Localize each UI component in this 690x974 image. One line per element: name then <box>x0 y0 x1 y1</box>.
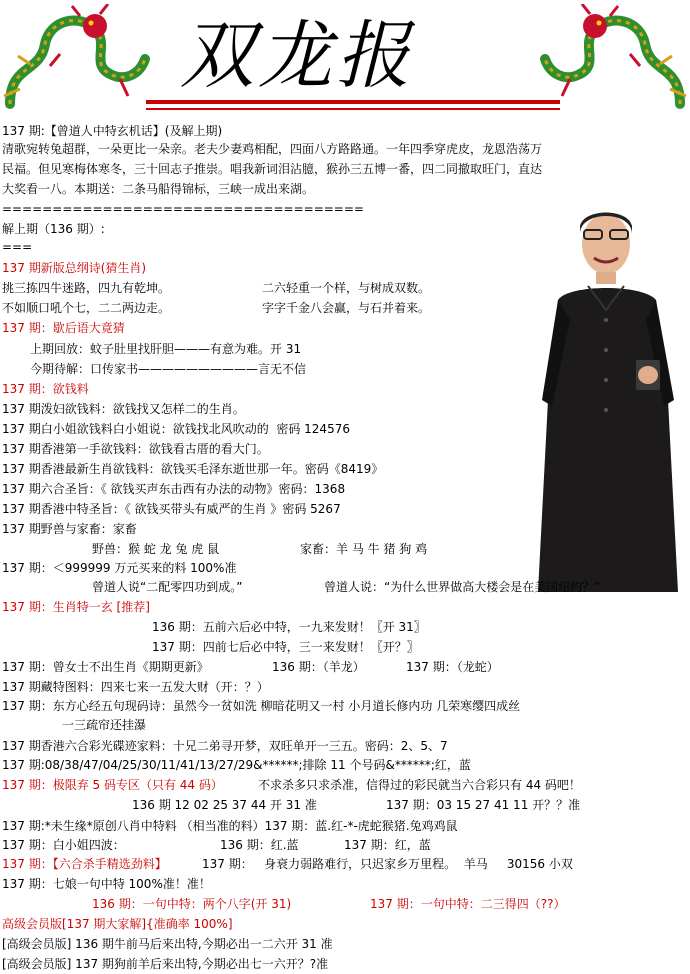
text-line: 137 期香港中特圣旨：《 欲钱买带头有威严的生肖 》密码 5267 <box>2 502 341 516</box>
masthead-title: 双龙报 <box>180 13 414 99</box>
text-line: 136 期：一句中特：两个八字(开 31) <box>92 897 292 911</box>
text-line: 清歌宛转兔超群，一朵更比一朵亲。老夫少妻鸡相配，四面八方路路通。一年四季穿虎皮，龙恩浩荡万 <box>2 142 543 156</box>
text-line: 137 期香港第一手欲钱料：欲钱看古厝的看大门。 <box>2 442 269 456</box>
text-line: 137 期：白小姐四波： <box>2 838 125 852</box>
text-line: 二六轻重一个样，与树成双数。 <box>262 281 431 295</box>
section-heading: 137 期新版总纲诗(猜生肖) <box>2 261 147 275</box>
text-line: 137 期泼妇欲钱料：欲钱找又怎样二的生肖。 <box>2 402 245 416</box>
text-line: 不求杀多只求杀准，信得过的彩民就当六合彩只有 44 码吧！ <box>258 778 581 792</box>
text-line: 137 期香港最新生肖欲钱料：欲钱买毛泽东逝世那一年。密码《8419》 <box>2 462 384 476</box>
text-line: 137 期：红，蓝 <box>344 838 431 852</box>
text-line: 曾道人说“二配零四功到成。” <box>92 580 243 594</box>
text-line: 家畜：羊 马 牛 猪 狗 鸡 <box>300 542 428 556</box>
left-dragon-icon <box>0 4 150 116</box>
section-heading: 高级会员版[137 期大家解]{准确率 100%] <box>2 917 233 931</box>
text-line: [高级会员版] 137 期狗前羊后来出特,今期必出七一六开？?准 <box>2 957 329 971</box>
separator: ==================================== <box>2 202 364 216</box>
text-line: 137 期：（龙蛇） <box>406 660 499 674</box>
text-line: 137 期：曾女士不出生肖《期期更新》 <box>2 660 209 674</box>
text-line: 挑三拣四牛迷路，四九有乾坤。 <box>2 281 171 295</box>
section-heading: 137 期：生肖特一玄 [推荐] <box>2 600 150 614</box>
text-line: 民福。但见寒梅体寒冬，三十回志子推崇。唱我新词泪沾臆，猴孙三五博一番，四二同撤取旺门，直达 <box>2 162 543 176</box>
text-line: 137 期香港六合彩光碟迹家料：十兄二弟寻开梦，双旺单开一三五。密码：2、5、7 <box>2 739 448 753</box>
text-line: 136 期：五前六后必中特，一九来发财！〖开 31〗 <box>152 620 426 634</box>
text-line: 136 期：红.蓝 <box>220 838 299 852</box>
text-line: 137 期：七娘一句中特 100%准！准！ <box>2 877 211 891</box>
text-line: 野兽：猴 蛇 龙 兔 虎 鼠 <box>92 542 220 556</box>
text-line: 137 期:08/38/47/04/25/30/11/41/13/27/29&******;排除 11 个号码&******;红，蓝 <box>2 758 471 772</box>
text-line: 137 期藏特图料：四来七来一五发大财（开：？） <box>2 680 269 694</box>
right-dragon-icon <box>540 4 690 116</box>
text-line: 137 期六合圣旨：《 欲钱买声东击西有办法的动物》密码：1368 <box>2 482 346 496</box>
text-line: 一三疏帘还挂瀑 <box>62 718 147 732</box>
title-underline-2 <box>146 108 560 110</box>
text-line: 136 期：（羊龙） <box>272 660 365 674</box>
man-in-robe-image <box>528 200 690 595</box>
separator: === <box>2 240 33 254</box>
text-line: 137 期野兽与家畜：家畜 <box>2 522 137 536</box>
section-heading: 137 期：歇后语大竟猜 <box>2 321 125 335</box>
text-line: 解上期（136 期）: <box>2 222 105 236</box>
text-line: 137 期白小姐欲钱料白小姐说：欲钱找北风吹动的 密码 124576 <box>2 422 350 436</box>
text-line: 137 期：四前七后必中特，三一来发财！〖开？〗 <box>152 640 419 654</box>
title-underline <box>146 100 560 104</box>
text-line: 不如顺口吼个七，二二两边走。 <box>2 301 171 315</box>
text-line: [高级会员版] 136 期牛前马后来出特,今期必出一二六开 31 准 <box>2 937 333 951</box>
section-heading: 137 期：欲钱料 <box>2 382 89 396</box>
text-line: 137 期：一句中特：二三得四（??） <box>370 897 566 911</box>
text-line: 137 期： 身衰力弱路难行，只迟家乡万里程。 羊马 30156 小双 <box>202 857 573 871</box>
text-line: 137 期:*未生缘*原创八肖中特料 （相当准的料）137 期：蓝.红-*-虎蛇猴猪.兔鸡鸡鼠 <box>2 819 458 833</box>
text-line: 上期回放：蚊子肚里找肝胆———有意为难。开 31 <box>30 342 302 356</box>
section-heading: 137 期：【六合杀手精选劲料】 <box>2 857 167 871</box>
text-line: 137 期：东方心经五句现码诗：虽然今一贫如洗 柳暗花明又一村 小月道长修内功 几荣寒缨四成丝 <box>2 699 521 713</box>
text-line: 137 期:【曾道人中特玄机话】(及解上期) <box>2 124 223 138</box>
section-heading: 137 期：极限弃 5 码专区（只有 44 码） <box>2 778 223 792</box>
text-line: 137 期：＜999999 万元买来的料 100%准 <box>2 561 237 575</box>
text-line: 大奖看一八。本期送：二条马船得锦标，三峡一成出来湖。 <box>2 182 315 196</box>
masthead <box>0 0 690 120</box>
text-line: 曾道人说：“为什么世界做高大楼会是在美国纽约？” <box>324 580 601 594</box>
text-line: 今期待解：口传家书——————————言无不信 <box>30 362 307 376</box>
text-line: 137 期：03 15 27 41 11 开？？准 <box>386 798 581 812</box>
text-line: 字字千金八会赢，与石并着来。 <box>262 301 431 315</box>
text-line: 136 期 12 02 25 37 44 开 31 准 <box>132 798 317 812</box>
